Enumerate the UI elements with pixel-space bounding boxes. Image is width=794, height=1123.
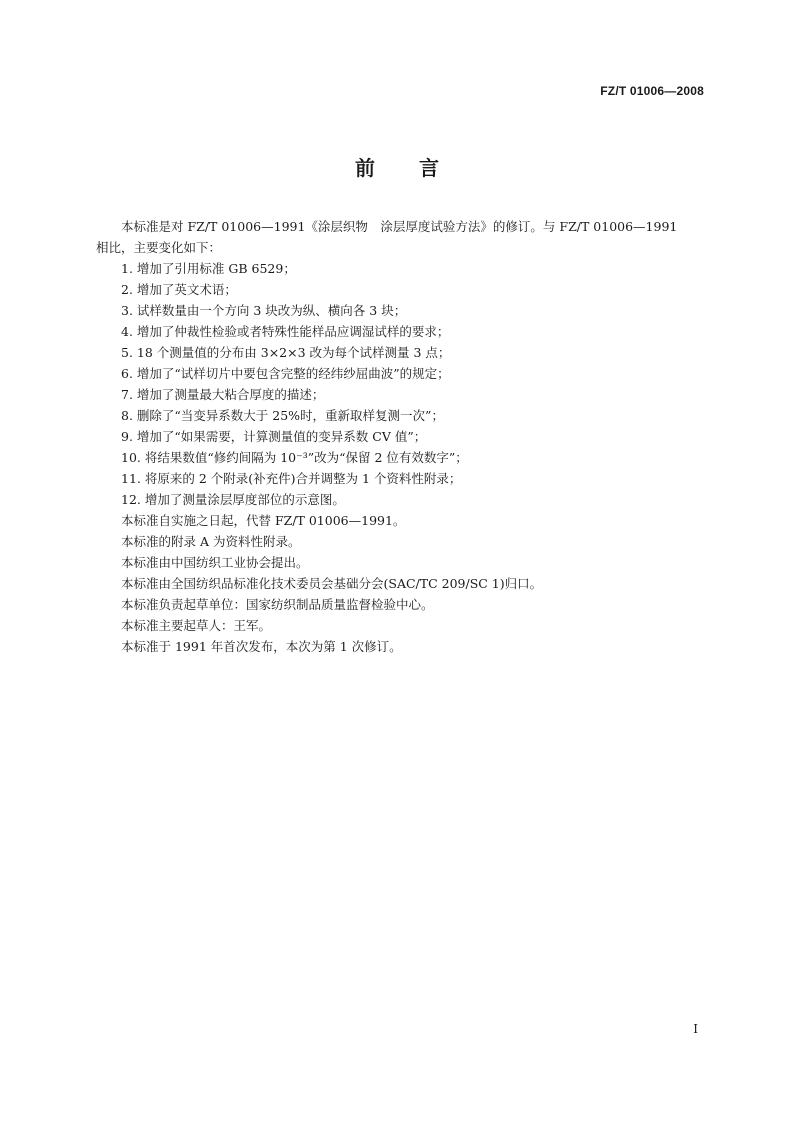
intro-line-2: 相比，主要变化如下： [96,240,222,255]
statement-line: 本标准的附录 A 为资料性附录。 [121,534,301,549]
statements [96,510,710,657]
list-item: 11. 将原来的 2 个附录(补充件)合并调整为 1 个资料性附录； [121,471,462,486]
statement-line: 本标准由中国纺织工业协会提出。 [121,555,309,570]
page-number: I [693,1022,698,1036]
statement-line: 本标准负责起草单位：国家纺织制品质量监督检验中心。 [121,597,434,612]
list-item: 12. 增加了测量涂层厚度部位的示意图。 [121,492,345,507]
page-title [0,152,794,181]
title-char-2: 言 [419,156,439,180]
list-item: 6. 增加了“试样切片中要包含完整的经纬纱屈曲波”的规定； [121,366,450,381]
statement-line: 本标准由全国纺织品标准化技术委员会基础分会(SAC/TC 209/SC 1)归口。 [121,576,543,591]
list-item: 5. 18 个测量值的分布由 3×2×3 改为每个试样测量 3 点； [121,345,451,360]
statement-line: 本标准自实施之日起，代替 FZ/T 01006—1991。 [121,513,406,528]
list-item: 3. 试样数量由一个方向 3 块改为纵、横向各 3 块； [121,303,407,318]
list-item: 1. 增加了引用标准 GB 6529； [121,261,296,276]
intro-line-1: 本标准是对 FZ/T 01006—1991《涂层织物 涂层厚度试验方法》的修订。与 FZ/T 01006—1991 [121,219,678,234]
changes-list [96,258,710,510]
list-item: 7. 增加了测量最大粘合厚度的描述； [121,387,325,402]
list-item: 8. 删除了“当变异系数大于 25%时，重新取样复测一次”； [121,408,444,423]
list-item: 9. 增加了“如果需要，计算测量值的变异系数 CV 值”； [121,429,427,444]
list-item: 2. 增加了英文术语； [121,282,237,297]
statement-line: 本标准主要起草人：王军。 [121,618,272,633]
standard-code: FZ/T 01006—2008 [600,84,704,98]
list-item: 10. 将结果数值“修约间隔为 10⁻³”改为“保留 2 位有效数字”； [121,450,468,465]
foreword-body [96,216,710,657]
title-char-1: 前 [355,156,375,180]
list-item: 4. 增加了仲裁性检验或者特殊性能样品应调湿试样的要求； [121,324,450,339]
statement-line: 本标准于 1991 年首次发布，本次为第 1 次修订。 [121,639,402,654]
